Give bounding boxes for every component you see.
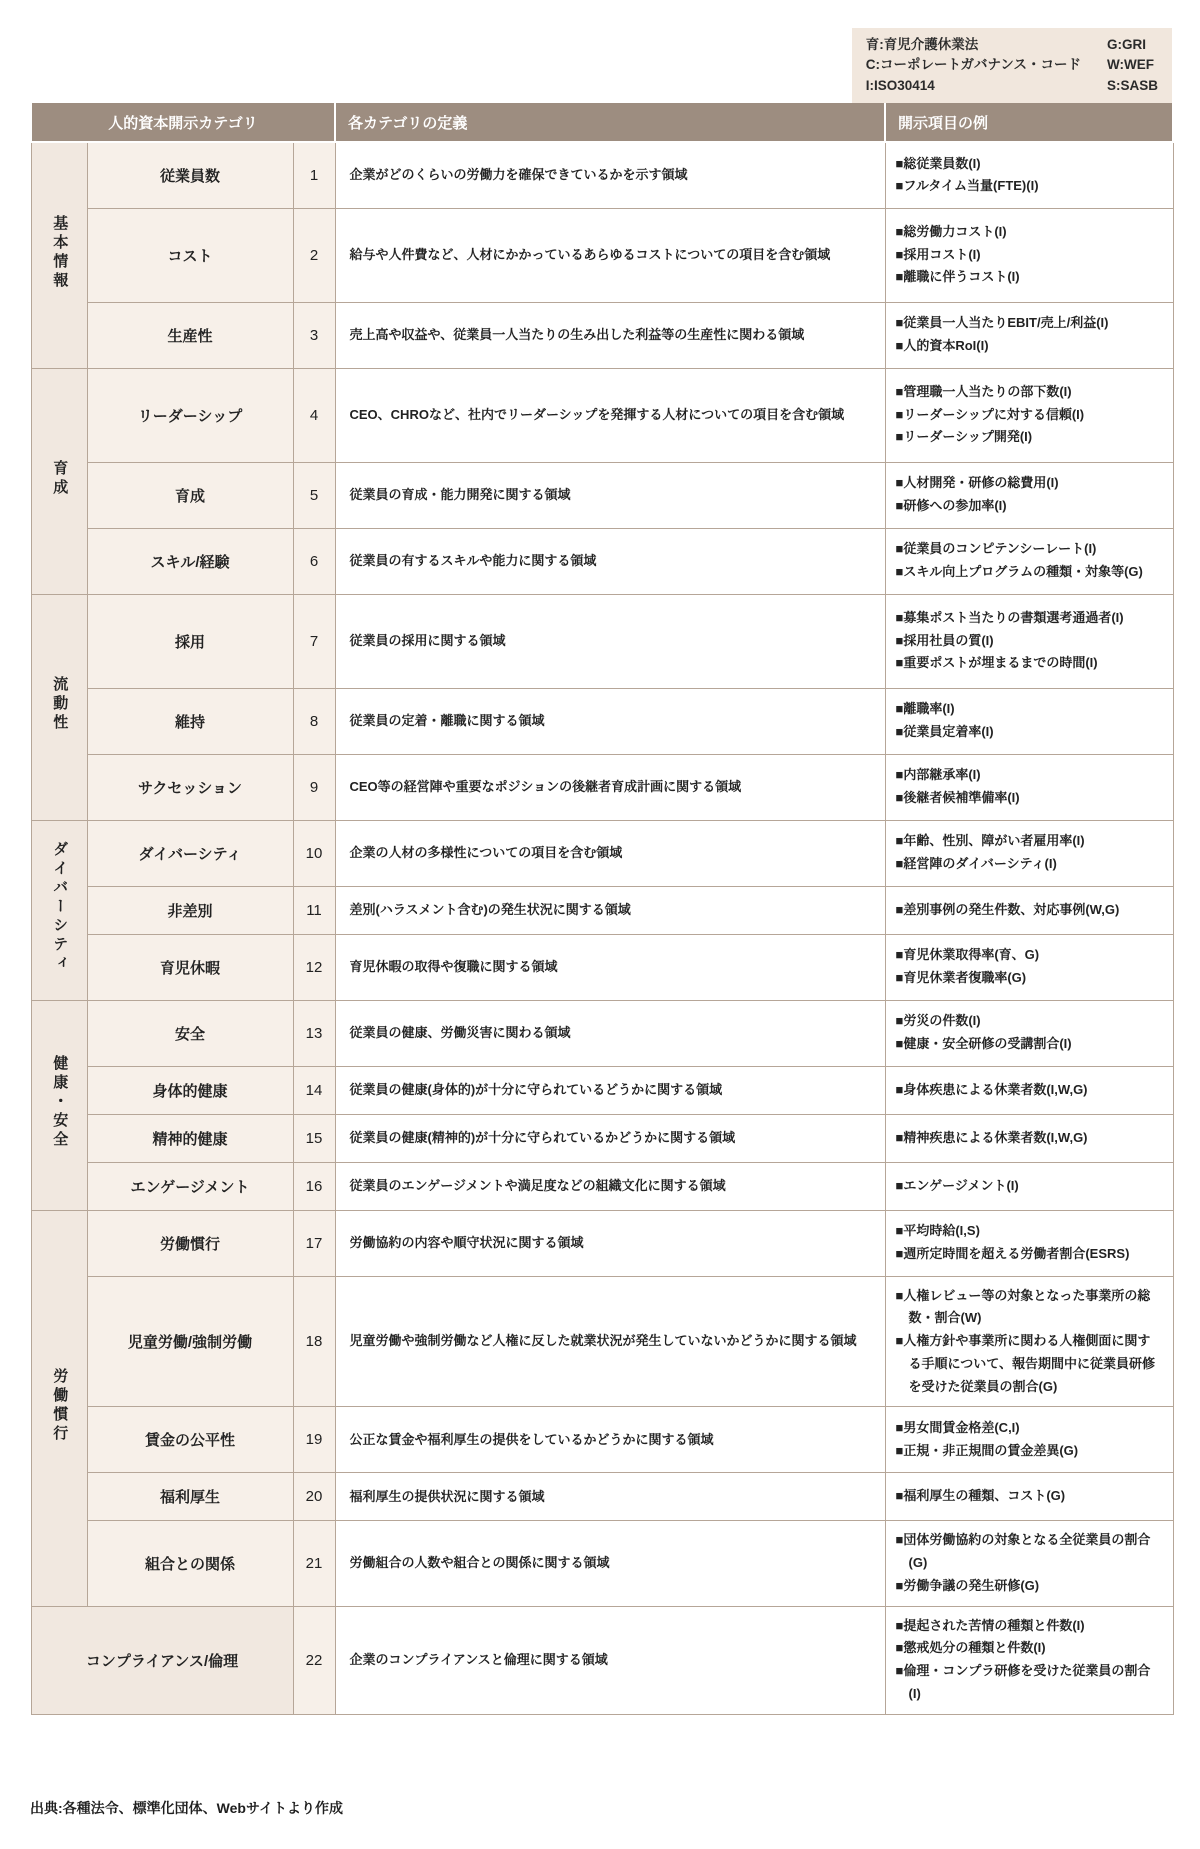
category-cell: 賃金の公平性 xyxy=(87,1407,293,1473)
group-label-cell xyxy=(31,820,87,1000)
examples-cell xyxy=(885,1606,1173,1714)
row-number-cell: 7 xyxy=(293,594,335,688)
group-label-cell xyxy=(31,1210,87,1606)
legend-column-right xyxy=(1107,35,1158,96)
row-number-cell: 6 xyxy=(293,528,335,594)
definition-cell: 従業員のエンゲージメントや満足度などの組織文化に関する領域 xyxy=(335,1162,885,1210)
row-number-cell: 2 xyxy=(293,208,335,302)
example-item: ■人権レビュー等の対象となった事業所の総数・割合(W) xyxy=(895,1287,1151,1326)
example-item: ■人材開発・研修の総費用(I) xyxy=(895,475,1059,491)
examples-cell xyxy=(885,142,1173,208)
table-row xyxy=(31,1606,1173,1714)
example-item: ■研修への参加率(I) xyxy=(895,498,1007,513)
table-row xyxy=(31,1276,1173,1407)
examples-cell xyxy=(885,1407,1173,1473)
examples-cell xyxy=(885,208,1173,302)
definition-cell: 従業員の育成・能力開発に関する領域 xyxy=(335,462,885,528)
group-label-cell: コンプライアンス/倫理 xyxy=(31,1606,293,1714)
category-cell: 採用 xyxy=(87,594,293,688)
example-item: ■労災の件数(I) xyxy=(895,1013,981,1029)
examples-cell xyxy=(885,302,1173,368)
category-cell: 組合との関係 xyxy=(87,1521,293,1606)
example-item: ■週所定時間を超える労働者割合(ESRS) xyxy=(895,1246,1130,1261)
examples-cell xyxy=(885,1114,1173,1162)
row-number-cell: 16 xyxy=(293,1162,335,1210)
table-row xyxy=(31,594,1173,688)
category-cell: 労働慣行 xyxy=(87,1210,293,1276)
group-label: 健康・安全 xyxy=(51,1055,69,1150)
category-cell: 維持 xyxy=(87,688,293,754)
example-item: ■団体労働協約の対象となる全従業員の割合(G) xyxy=(895,1532,1151,1570)
table-row xyxy=(31,934,1173,1000)
legend-item: G:GRI xyxy=(1106,37,1146,52)
example-item: ■リーダーシップに対する信頼(I) xyxy=(895,406,1085,422)
example-item: ■年齢、性別、障がい者雇用率(I) xyxy=(895,833,1085,849)
row-number-cell: 5 xyxy=(293,462,335,528)
table-row xyxy=(31,688,1173,754)
row-number-cell: 1 xyxy=(293,142,335,208)
examples-cell xyxy=(885,934,1173,1000)
definition-cell: 企業がどのくらいの労働力を確保できているかを示す領域 xyxy=(335,142,885,208)
definition-cell: CEO等の経営陣や重要なポジションの後継者育成計画に関する領域 xyxy=(335,754,885,820)
group-label: 基本情報 xyxy=(51,214,69,291)
row-number-cell: 10 xyxy=(293,820,335,886)
example-item: ■倫理・コンプラ研修を受けた従業員の割合(I) xyxy=(895,1663,1151,1701)
definition-cell: 給与や人件費など、人材にかかっているあらゆるコストについての項目を含む領域 xyxy=(335,208,885,302)
example-item: ■離職に伴うコスト(I) xyxy=(895,269,1020,285)
human-capital-table xyxy=(30,103,1174,1715)
definition-cell: 従業員の採用に関する領域 xyxy=(335,594,885,688)
table-row xyxy=(31,820,1173,886)
example-item: ■総労働力コスト(I) xyxy=(895,223,1007,239)
example-item: ■総従業員数(I) xyxy=(895,155,981,171)
example-item: ■福利厚生の種類、コスト(G) xyxy=(895,1488,1066,1504)
definition-cell: 従業員の健康(精神的)が十分に守られているかどうかに関する領域 xyxy=(335,1114,885,1162)
row-number-cell: 15 xyxy=(293,1114,335,1162)
examples-cell xyxy=(885,820,1173,886)
row-number-cell: 11 xyxy=(293,886,335,934)
table-row xyxy=(31,1521,1173,1606)
legend-item: 育:育児介護休業法 xyxy=(865,37,979,52)
group-label-cell xyxy=(31,1000,87,1210)
examples-cell xyxy=(885,754,1173,820)
examples-cell xyxy=(885,1162,1173,1210)
row-number-cell: 19 xyxy=(293,1407,335,1473)
legend-item: C:コーポレートガバナンス・コード xyxy=(865,57,1081,73)
row-number-cell: 14 xyxy=(293,1066,335,1114)
category-cell: ダイバーシティ xyxy=(87,820,293,886)
examples-cell xyxy=(885,528,1173,594)
definition-cell: 公正な賃金や福利厚生の提供をしているかどうかに関する領域 xyxy=(335,1407,885,1473)
example-item: ■育児休業者復職率(G) xyxy=(895,970,1027,985)
example-item: ■従業員定着率(I) xyxy=(895,724,994,739)
row-number-cell: 9 xyxy=(293,754,335,820)
example-item: ■提起された苦情の種類と件数(I) xyxy=(895,1617,1085,1633)
example-item: ■精神疾患による休業者数(I,W,G) xyxy=(895,1129,1088,1145)
category-cell: エンゲージメント xyxy=(87,1162,293,1210)
example-item: ■募集ポスト当たりの書類選考通過者(I) xyxy=(895,609,1124,625)
example-item: ■従業員一人当たりEBIT/売上/利益(I) xyxy=(895,315,1109,331)
table-row xyxy=(31,528,1173,594)
definition-cell: CEO、CHROなど、社内でリーダーシップを発揮する人材についての項目を含む領域 xyxy=(335,368,885,462)
examples-cell xyxy=(885,1000,1173,1066)
definition-cell: 育児休暇の取得や復職に関する領域 xyxy=(335,934,885,1000)
example-item: ■育児休業取得率(育、G) xyxy=(895,947,1040,963)
table-row xyxy=(31,1473,1173,1521)
example-item: ■平均時給(I,S) xyxy=(895,1223,980,1239)
example-item: ■男女間賃金格差(C,I) xyxy=(895,1420,1020,1435)
group-label: 育成 xyxy=(51,459,69,498)
category-cell: 安全 xyxy=(87,1000,293,1066)
definition-cell: 労働協約の内容や順守状況に関する領域 xyxy=(335,1210,885,1276)
example-item: ■懲戒処分の種類と件数(I) xyxy=(895,1640,1046,1656)
category-cell: スキル/経験 xyxy=(87,528,293,594)
example-item: ■重要ポストが埋まるまでの時間(I) xyxy=(895,655,1098,671)
category-cell: 精神的健康 xyxy=(87,1114,293,1162)
definition-cell: 労働組合の人数や組合との関係に関する領域 xyxy=(335,1521,885,1606)
category-cell: 従業員数 xyxy=(87,142,293,208)
category-cell: 児童労働/強制労働 xyxy=(87,1276,293,1407)
example-item: ■エンゲージメント(I) xyxy=(895,1177,1019,1193)
examples-cell xyxy=(885,1276,1173,1407)
definition-cell: 売上高や収益や、従業員一人当たりの生み出した利益等の生産性に関わる領域 xyxy=(335,302,885,368)
group-label: 流動性 xyxy=(51,676,69,733)
example-item: ■採用社員の質(I) xyxy=(895,632,994,648)
table-row xyxy=(31,1407,1173,1473)
examples-cell xyxy=(885,1066,1173,1114)
header-cell-category: 人的資本開示カテゴリ xyxy=(31,103,335,142)
table-row xyxy=(31,1066,1173,1114)
legend-item: I:ISO30414 xyxy=(865,77,935,93)
definition-cell: 従業員の健康、労働災害に関わる領域 xyxy=(335,1000,885,1066)
table-row xyxy=(31,462,1173,528)
examples-cell xyxy=(885,368,1173,462)
definition-cell: 企業の人材の多様性についての項目を含む領域 xyxy=(335,820,885,886)
category-cell: 育児休暇 xyxy=(87,934,293,1000)
example-item: ■健康・安全研修の受講割合(I) xyxy=(895,1036,1072,1051)
legend-item: W:WEF xyxy=(1106,57,1154,73)
table-row xyxy=(31,886,1173,934)
table-row xyxy=(31,142,1173,208)
example-item: ■離職率(I) xyxy=(895,701,955,717)
category-cell: リーダーシップ xyxy=(87,368,293,462)
row-number-cell: 12 xyxy=(293,934,335,1000)
example-item: ■フルタイム当量(FTE)(I) xyxy=(895,178,1039,194)
table-row xyxy=(31,1000,1173,1066)
example-item: ■従業員のコンピテンシーレート(I) xyxy=(895,541,1097,557)
definition-cell: 企業のコンプライアンスと倫理に関する領域 xyxy=(335,1606,885,1714)
example-item: ■スキル向上プログラムの種類・対象等(G) xyxy=(895,564,1143,579)
examples-cell xyxy=(885,886,1173,934)
examples-cell xyxy=(885,462,1173,528)
group-label: ダイバーシティ xyxy=(51,841,69,974)
group-label: 労働慣行 xyxy=(51,1367,69,1444)
example-item: ■管理職一人当たりの部下数(I) xyxy=(895,383,1072,399)
row-number-cell: 21 xyxy=(293,1521,335,1606)
example-item: ■内部継承率(I) xyxy=(895,767,981,783)
row-number-cell: 8 xyxy=(293,688,335,754)
example-item: ■差別事例の発生件数、対応事例(W,G) xyxy=(895,901,1120,917)
category-cell: 非差別 xyxy=(87,886,293,934)
category-cell: 生産性 xyxy=(87,302,293,368)
example-item: ■リーダーシップ開発(I) xyxy=(895,429,1033,445)
example-item: ■労働争議の発生研修(G) xyxy=(895,1577,1040,1593)
definition-cell: 児童労働や強制労働など人権に反した就業状況が発生していないかどうかに関する領域 xyxy=(335,1276,885,1407)
row-number-cell: 3 xyxy=(293,302,335,368)
definition-cell: 従業員の定着・離職に関する領域 xyxy=(335,688,885,754)
group-label-cell xyxy=(31,594,87,820)
examples-cell xyxy=(885,1210,1173,1276)
example-item: ■経営陣のダイバーシティ(I) xyxy=(895,856,1057,871)
example-item: ■正規・非正規間の賃金差異(G) xyxy=(895,1442,1079,1458)
definition-cell: 従業員の有するスキルや能力に関する領域 xyxy=(335,528,885,594)
legend-box xyxy=(852,28,1172,104)
examples-cell xyxy=(885,688,1173,754)
example-item: ■身体疾患による休業者数(I,W,G) xyxy=(895,1081,1088,1097)
category-cell: 育成 xyxy=(87,462,293,528)
category-cell: コスト xyxy=(87,208,293,302)
category-cell: 福利厚生 xyxy=(87,1473,293,1521)
group-label-cell xyxy=(31,142,87,368)
row-number-cell: 13 xyxy=(293,1000,335,1066)
definition-cell: 従業員の健康(身体的)が十分に守られているどうかに関する領域 xyxy=(335,1066,885,1114)
row-number-cell: 22 xyxy=(293,1606,335,1714)
example-item: ■人権方針や事業所に関わる人権側面に関する手順について、報告期間中に従業員研修を受けた従業員の割合(G) xyxy=(895,1333,1155,1394)
header-cell-definition: 各カテゴリの定義 xyxy=(335,103,885,142)
table-row xyxy=(31,368,1173,462)
group-label-cell xyxy=(31,368,87,594)
table-row xyxy=(31,1210,1173,1276)
row-number-cell: 18 xyxy=(293,1276,335,1407)
definition-cell: 差別(ハラスメント含む)の発生状況に関する領域 xyxy=(335,886,885,934)
source-note: 出典:各種法令、標準化団体、Webサイトより作成 xyxy=(30,1800,343,1816)
example-item: ■後継者候補準備率(I) xyxy=(895,790,1020,805)
row-number-cell: 20 xyxy=(293,1473,335,1521)
table-row xyxy=(31,208,1173,302)
table-row xyxy=(31,1162,1173,1210)
category-cell: 身体的健康 xyxy=(87,1066,293,1114)
legend-item: S:SASB xyxy=(1106,77,1158,93)
examples-cell xyxy=(885,1473,1173,1521)
definition-cell: 福利厚生の提供状況に関する領域 xyxy=(335,1473,885,1521)
row-number-cell: 4 xyxy=(293,368,335,462)
example-item: ■人的資本RoI(I) xyxy=(895,338,989,353)
category-cell: サクセッション xyxy=(87,754,293,820)
legend-column-left xyxy=(866,35,1081,96)
table-row xyxy=(31,1114,1173,1162)
table-row xyxy=(31,302,1173,368)
examples-cell xyxy=(885,1521,1173,1606)
header-cell-examples: 開示項目の例 xyxy=(885,103,1173,142)
row-number-cell: 17 xyxy=(293,1210,335,1276)
examples-cell xyxy=(885,594,1173,688)
example-item: ■採用コスト(I) xyxy=(895,246,981,262)
table-row xyxy=(31,754,1173,820)
